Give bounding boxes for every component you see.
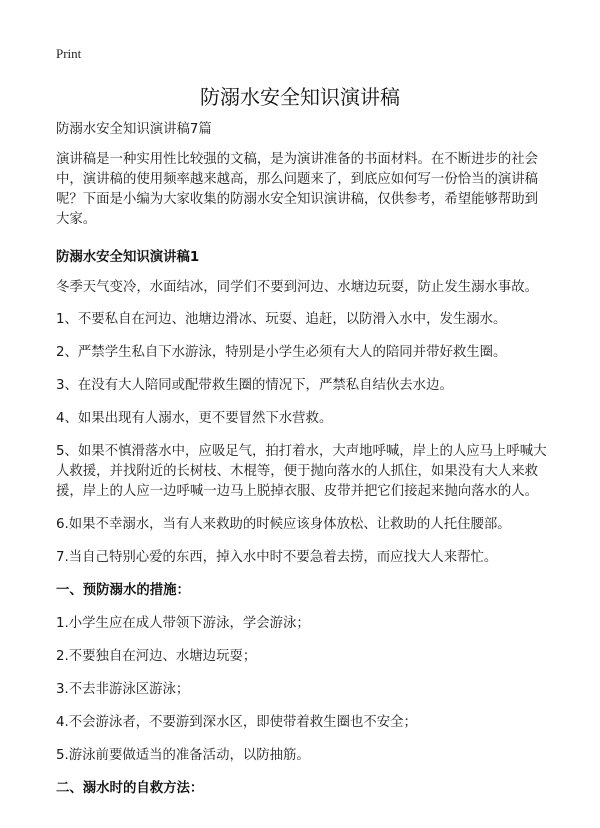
- print-link[interactable]: Print: [56, 46, 82, 61]
- prevention-item-5: 5.游泳前要做适当的准备活动，以防抽筋。: [56, 748, 310, 763]
- self-rescue-heading: 二、溺水时的自救方法：: [56, 781, 204, 796]
- rule-item-1: 1、不要私自在河边、池塘边滑冰、玩耍、追赶，以防滑入水中，发生溺水。: [56, 312, 507, 327]
- section1-heading: 防溺水安全知识演讲稿1: [56, 250, 200, 265]
- section1-lead: 冬季天气变冷，水面结冰，同学们不要到河边、水塘边玩耍，防止发生溺水事故。: [56, 280, 539, 295]
- rule-item-2: 2、严禁学生私自下水游泳，特别是小学生必须有大人的陪同并带好救生圈。: [56, 345, 507, 360]
- page-title: 防溺水安全知识演讲稿: [200, 85, 400, 109]
- rule-item-4: 4、如果出现有人溺水，更不要冒然下水营救。: [56, 411, 333, 426]
- document-body: [56, 120, 548, 799]
- rule-item-3: 3、在没有大人陪同或配带救生圈的情况下，严禁私自结伙去水边。: [56, 378, 453, 393]
- rule-item-5: 5、如果不慎滑落水中，应吸足气，拍打着水，大声地呼喊，岸上的人应马上呼喊大人救援，并找附近的长树枝、木棍等，便于抛向落水的人抓住，如果没有大人来救援，岸上的人应一边呼喊一边马上脱掉衣服、皮带并把它们接起来抛向落水的人。: [56, 444, 547, 499]
- intro-paragraph: 演讲稿是一种实用性比较强的文稿，是为演讲准备的书面材料。在不断进步的社会中，演讲稿的使用频率越来越高，那么问题来了，到底应如何写一份恰当的演讲稿呢？下面是小编为大家收集的防溺水安全知识演讲稿，仅供参考，希望能够帮助到大家。: [56, 152, 539, 227]
- rule-item-7: 7.当自己特别心爱的东西，掉入水中时不要急着去捞，而应找大人来帮忙。: [56, 550, 498, 565]
- prevention-heading: 一、预防溺水的措施：: [56, 583, 190, 598]
- prevention-item-1: 1.小学生应在成人带领下游泳，学会游泳；: [56, 616, 310, 631]
- prevention-item-3: 3.不去非游泳区游泳；: [56, 682, 190, 697]
- subtitle: 防溺水安全知识演讲稿7篇: [56, 122, 212, 137]
- prevention-item-2: 2.不要独自在河边、水塘边玩耍；: [56, 649, 257, 664]
- rule-item-6: 6.如果不幸溺水，当有人来救助的时候应该身体放松、让救助的人托住腰部。: [56, 517, 511, 532]
- prevention-item-4: 4.不会游泳者，不要游到深水区，即使带着救生圈也不安全；: [56, 715, 417, 730]
